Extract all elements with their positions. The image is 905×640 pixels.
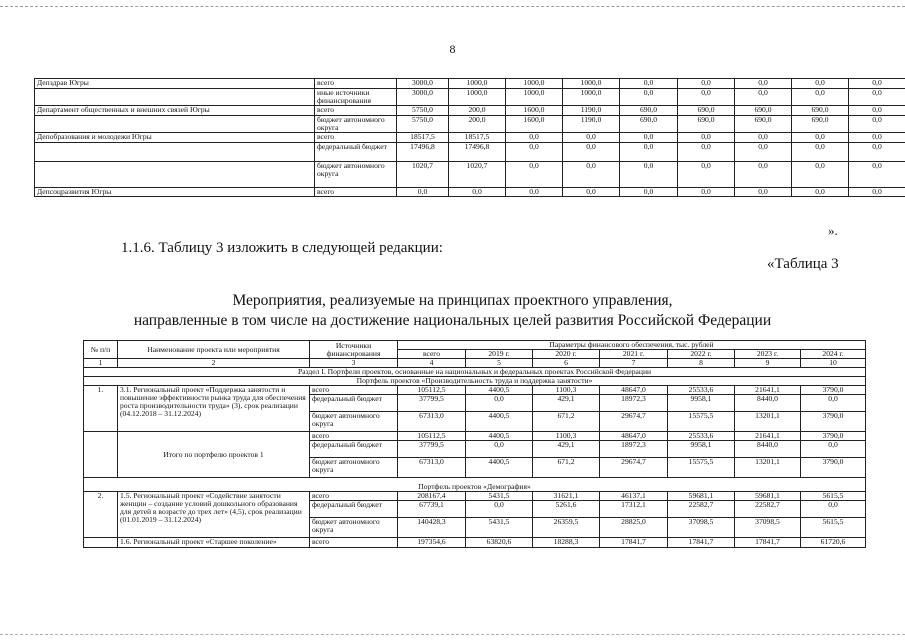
value-cell: 200,0 (449, 106, 506, 116)
value-cell: 37098,5 (735, 518, 801, 538)
scan-artifact-bottom (0, 634, 905, 635)
amendment-paragraph: 1.1.6. Таблицу 3 изложить в следующей редакции: (121, 240, 443, 256)
value-cell: 197354,6 (398, 538, 466, 548)
value-cell: 0,0 (506, 162, 563, 188)
source-cell: федеральный бюджет (310, 501, 398, 518)
value-cell: 690,0 (620, 116, 678, 133)
value-cell: 0,0 (506, 188, 563, 197)
value-cell: 0,0 (849, 133, 905, 143)
value-cell: 0,0 (849, 188, 905, 197)
value-cell: 208167,4 (398, 492, 466, 501)
table-row (35, 188, 905, 197)
value-cell: 0,0 (466, 395, 533, 412)
table-row (35, 79, 905, 89)
value-cell: 17841,7 (735, 538, 801, 548)
value-cell: 5750,0 (397, 116, 449, 133)
header-year: 2019 г. (466, 350, 533, 359)
value-cell: 61720,6 (801, 538, 866, 548)
value-cell: 0,0 (563, 133, 620, 143)
value-cell: 15575,5 (668, 458, 735, 478)
value-cell: 690,0 (792, 116, 849, 133)
value-cell: 690,0 (735, 116, 792, 133)
value-cell: 17496,8 (397, 143, 449, 162)
value-cell: 0,0 (801, 441, 866, 458)
value-cell: 0,0 (563, 143, 620, 162)
table-row (84, 492, 866, 501)
value-cell: 3790,0 (801, 432, 866, 441)
source-cell: федеральный бюджет (310, 395, 398, 412)
value-cell: 0,0 (801, 395, 866, 412)
value-cell: 1000,0 (563, 89, 620, 106)
value-cell: 1000,0 (506, 89, 563, 106)
portfolio-2-title: Портфель проектов «Демография» (84, 478, 866, 492)
value-cell: 0,0 (849, 116, 905, 133)
value-cell: 0,0 (735, 133, 792, 143)
value-cell: 0,0 (792, 143, 849, 162)
value-cell: 0,0 (678, 143, 735, 162)
value-cell: 0,0 (735, 79, 792, 89)
value-cell: 0,0 (801, 501, 866, 518)
value-cell: 4400,5 (466, 432, 533, 441)
value-cell: 0,0 (849, 79, 905, 89)
empty-num-cell (84, 432, 118, 478)
value-cell: 9958,1 (668, 395, 735, 412)
value-cell: 31621,1 (533, 492, 600, 501)
value-cell: 18972,3 (600, 441, 668, 458)
value-cell: 0,0 (563, 188, 620, 197)
value-cell: 1190,0 (563, 106, 620, 116)
value-cell: 200,0 (449, 116, 506, 133)
header-num: № п/п (84, 341, 118, 359)
funding-by-department-table (34, 78, 905, 197)
value-cell: 4400,5 (466, 458, 533, 478)
portfolio-total-name: Итого по портфелю проектов 1 (118, 432, 310, 478)
project-name: 1.5. Региональный проект «Содействие занятости женщин – создание условий дошкольного образования для детей в возрасте до трех лет» (4,5), срок реализации (01.01.2019 – 31.12.2024) (118, 492, 310, 538)
source-cell: всего (310, 538, 398, 548)
table-row (84, 538, 866, 548)
projects-table (83, 340, 866, 548)
value-cell: 0,0 (620, 133, 678, 143)
source-cell: всего (315, 133, 397, 143)
value-cell: 140428,3 (398, 518, 466, 538)
value-cell: 17841,7 (600, 538, 668, 548)
source-cell: всего (315, 79, 397, 89)
department-cell: Депздрав Югры (35, 79, 315, 89)
value-cell: 0,0 (792, 133, 849, 143)
value-cell: 5261,6 (533, 501, 600, 518)
value-cell: 1100,3 (533, 386, 600, 395)
value-cell: 22582,7 (735, 501, 801, 518)
header-params: Параметры финансового обеспечения, тыс. рублей (398, 341, 866, 350)
value-cell: 67313,0 (398, 412, 466, 432)
value-cell: 1190,0 (563, 116, 620, 133)
value-cell: 18517,5 (449, 133, 506, 143)
value-cell: 1000,0 (563, 79, 620, 89)
department-cell: Депобразования и молодежи Югры (35, 133, 315, 143)
value-cell: 0,0 (620, 89, 678, 106)
value-cell: 0,0 (449, 188, 506, 197)
value-cell: 9958,1 (668, 441, 735, 458)
value-cell: 1600,0 (506, 116, 563, 133)
source-cell: федеральный бюджет (310, 441, 398, 458)
value-cell: 1020,7 (397, 162, 449, 188)
source-cell: всего (310, 492, 398, 501)
value-cell: 1000,0 (449, 79, 506, 89)
value-cell: 0,0 (735, 162, 792, 188)
value-cell: 13201,1 (735, 458, 801, 478)
source-cell: бюджет автономного округа (315, 162, 397, 188)
value-cell: 59681,1 (735, 492, 801, 501)
source-cell: федеральный бюджет (315, 143, 397, 162)
value-cell: 0,0 (792, 89, 849, 106)
value-cell: 37799,5 (398, 441, 466, 458)
value-cell: 29674,7 (600, 412, 668, 432)
value-cell: 8440,0 (735, 441, 801, 458)
value-cell: 18517,5 (397, 133, 449, 143)
value-cell: 48647,0 (600, 432, 668, 441)
value-cell: 0,0 (849, 162, 905, 188)
value-cell: 18972,3 (600, 395, 668, 412)
value-cell: 0,0 (849, 106, 905, 116)
header-year: 2024 г. (801, 350, 866, 359)
header-year: всего (398, 350, 466, 359)
value-cell: 29674,7 (600, 458, 668, 478)
value-cell: 0,0 (678, 89, 735, 106)
closing-quote: ». (828, 223, 838, 238)
table-reference: «Таблица 3 (767, 256, 839, 272)
value-cell: 18288,3 (533, 538, 600, 548)
value-cell: 690,0 (735, 106, 792, 116)
column-number: 1 (84, 359, 118, 368)
value-cell: 21641,1 (735, 432, 801, 441)
source-cell: всего (310, 386, 398, 395)
value-cell: 0,0 (678, 162, 735, 188)
value-cell: 26359,5 (533, 518, 600, 538)
value-cell: 671,2 (533, 412, 600, 432)
header-year: 2023 г. (735, 350, 801, 359)
empty-num-cell (84, 538, 118, 548)
value-cell: 5615,5 (801, 518, 866, 538)
source-cell: всего (310, 432, 398, 441)
value-cell: 5431,5 (466, 518, 533, 538)
value-cell: 3790,0 (801, 386, 866, 395)
value-cell: 690,0 (620, 106, 678, 116)
value-cell: 21641,1 (735, 386, 801, 395)
column-number: 9 (735, 359, 801, 368)
value-cell: 3790,0 (801, 412, 866, 432)
value-cell: 0,0 (506, 143, 563, 162)
value-cell: 0,0 (466, 501, 533, 518)
project-name: 3.1. Региональный проект «Поддержка занятости и повышение эффективности рынка труда для обеспечения роста производительности труда» (3), срок реализации (04.12.2018 – 31.12.2024) (118, 386, 310, 432)
value-cell: 28825,0 (600, 518, 668, 538)
source-cell: бюджет автономного округа (310, 458, 398, 478)
value-cell: 8440,0 (735, 395, 801, 412)
value-cell: 429,1 (533, 441, 600, 458)
value-cell: 1000,0 (449, 89, 506, 106)
value-cell: 37098,5 (668, 518, 735, 538)
value-cell: 429,1 (533, 395, 600, 412)
value-cell: 0,0 (849, 143, 905, 162)
value-cell: 1100,3 (533, 432, 600, 441)
value-cell: 3790,0 (801, 458, 866, 478)
value-cell: 63820,6 (466, 538, 533, 548)
column-number: 7 (600, 359, 668, 368)
value-cell: 690,0 (678, 116, 735, 133)
header-year: 2020 г. (533, 350, 600, 359)
value-cell: 105112,5 (398, 432, 466, 441)
source-cell: иные источники финансирования (315, 89, 397, 106)
value-cell: 17312,1 (600, 501, 668, 518)
source-cell: бюджет автономного округа (310, 412, 398, 432)
value-cell: 4400,5 (466, 386, 533, 395)
header-year: 2022 г. (668, 350, 735, 359)
value-cell: 0,0 (792, 162, 849, 188)
column-number: 5 (466, 359, 533, 368)
value-cell: 0,0 (735, 143, 792, 162)
department-cell (35, 89, 315, 106)
department-cell (35, 143, 315, 162)
value-cell: 0,0 (792, 79, 849, 89)
table-row (35, 89, 905, 106)
value-cell: 0,0 (620, 162, 678, 188)
value-cell: 0,0 (397, 188, 449, 197)
header-source: Источники финансирования (310, 341, 398, 359)
value-cell: 0,0 (620, 79, 678, 89)
value-cell: 0,0 (466, 441, 533, 458)
column-number: 10 (801, 359, 866, 368)
value-cell: 22582,7 (668, 501, 735, 518)
source-cell: всего (315, 188, 397, 197)
project-number: 2. (84, 492, 118, 538)
value-cell: 0,0 (678, 79, 735, 89)
section-1-title: Раздел I. Портфели проектов, основанные на национальных и федеральных проектах Российской Федерации (84, 368, 866, 377)
table-row (84, 386, 866, 395)
value-cell: 0,0 (678, 188, 735, 197)
table-heading (0, 291, 905, 331)
value-cell: 0,0 (506, 133, 563, 143)
value-cell: 690,0 (792, 106, 849, 116)
value-cell: 48647,0 (600, 386, 668, 395)
table-row (35, 162, 905, 188)
value-cell: 3000,0 (397, 79, 449, 89)
scan-artifact-line (0, 6, 905, 7)
value-cell: 1600,0 (506, 106, 563, 116)
table-row (35, 106, 905, 116)
value-cell: 0,0 (735, 89, 792, 106)
department-cell: Депсоцразвития Югры (35, 188, 315, 197)
value-cell: 5431,5 (466, 492, 533, 501)
source-cell: бюджет автономного округа (310, 518, 398, 538)
column-number: 6 (533, 359, 600, 368)
value-cell: 0,0 (792, 188, 849, 197)
source-cell: всего (315, 106, 397, 116)
project-number: 1. (84, 386, 118, 432)
value-cell: 37799,5 (398, 395, 466, 412)
table-row (35, 143, 905, 162)
value-cell: 0,0 (849, 89, 905, 106)
value-cell: 0,0 (678, 133, 735, 143)
value-cell: 690,0 (678, 106, 735, 116)
value-cell: 0,0 (563, 162, 620, 188)
project-name: 1.6. Региональный проект «Старшее поколение» (118, 538, 310, 548)
value-cell: 5615,5 (801, 492, 866, 501)
value-cell: 15575,5 (668, 412, 735, 432)
value-cell: 5750,0 (397, 106, 449, 116)
header-year: 2021 г. (600, 350, 668, 359)
value-cell: 59681,1 (668, 492, 735, 501)
value-cell: 25533,6 (668, 432, 735, 441)
value-cell: 13201,1 (735, 412, 801, 432)
value-cell: 3000,0 (397, 89, 449, 106)
source-cell: бюджет автономного округа (315, 116, 397, 133)
value-cell: 0,0 (735, 188, 792, 197)
value-cell: 1020,7 (449, 162, 506, 188)
column-number: 2 (118, 359, 310, 368)
portfolio-1-title: Портфель проектов «Производительность труда и поддержка занятости» (84, 377, 866, 386)
value-cell: 671,2 (533, 458, 600, 478)
table-row (84, 432, 866, 441)
value-cell: 0,0 (620, 188, 678, 197)
value-cell: 105112,5 (398, 386, 466, 395)
department-cell (35, 162, 315, 188)
value-cell: 4400,5 (466, 412, 533, 432)
value-cell: 46137,1 (600, 492, 668, 501)
department-cell: Департамент общественных и внешних связей Югры (35, 106, 315, 116)
column-number: 3 (310, 359, 398, 368)
page-number: 8 (449, 42, 456, 56)
heading-line-2: направленные в том числе на достижение национальных целей развития Российской Федерации (133, 312, 772, 329)
value-cell: 17496,8 (449, 143, 506, 162)
value-cell: 0,0 (620, 143, 678, 162)
value-cell: 25533,6 (668, 386, 735, 395)
table-row (35, 116, 905, 133)
heading-line-1: Мероприятия, реализуемые на принципах проектного управления, (232, 292, 673, 309)
value-cell: 67739,1 (398, 501, 466, 518)
value-cell: 17841,7 (668, 538, 735, 548)
header-name: Наименование проекта или мероприятия (118, 341, 310, 359)
value-cell: 67313,0 (398, 458, 466, 478)
department-cell (35, 116, 315, 133)
column-number: 4 (398, 359, 466, 368)
table-row (35, 133, 905, 143)
value-cell: 1000,0 (506, 79, 563, 89)
column-number: 8 (668, 359, 735, 368)
